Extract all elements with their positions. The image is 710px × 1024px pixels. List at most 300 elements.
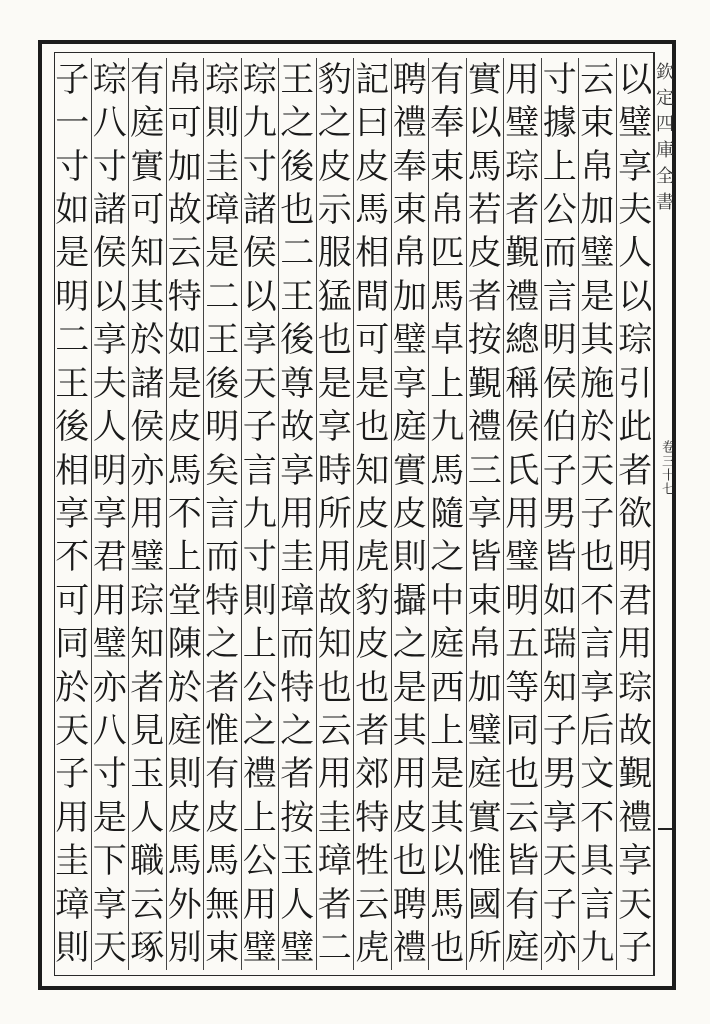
text-char: 加 bbox=[167, 146, 202, 187]
text-char: 欲 bbox=[618, 493, 653, 534]
text-char: 王 bbox=[280, 59, 315, 100]
text-char: 堂 bbox=[167, 580, 202, 621]
text-column bbox=[317, 58, 355, 970]
text-char: 是 bbox=[92, 797, 127, 838]
text-char: 皮 bbox=[392, 493, 427, 534]
text-char: 也 bbox=[280, 189, 315, 230]
text-char: 牲 bbox=[355, 841, 390, 882]
text-char: 后 bbox=[580, 711, 615, 752]
text-char: 用 bbox=[317, 754, 352, 795]
text-char: 用 bbox=[392, 754, 427, 795]
text-char: 君 bbox=[92, 537, 127, 578]
text-char: 上 bbox=[242, 624, 277, 665]
text-char: 等 bbox=[505, 667, 540, 708]
text-char: 之 bbox=[205, 624, 240, 665]
text-char: 相 bbox=[355, 233, 390, 274]
text-char: 馬 bbox=[430, 450, 465, 491]
text-char: 此 bbox=[618, 407, 653, 448]
text-column bbox=[242, 58, 280, 970]
text-char: 見 bbox=[130, 711, 165, 752]
text-char: 束 bbox=[580, 103, 615, 144]
text-char: 享 bbox=[242, 320, 277, 361]
text-char: 之 bbox=[280, 711, 315, 752]
text-char: 者 bbox=[130, 667, 165, 708]
text-char: 是 bbox=[55, 233, 90, 274]
text-char: 八 bbox=[92, 103, 127, 144]
text-char: 其 bbox=[392, 711, 427, 752]
text-char: 氏 bbox=[505, 450, 540, 491]
text-char: 之 bbox=[430, 537, 465, 578]
text-char: 特 bbox=[167, 276, 202, 317]
text-char: 以 bbox=[430, 841, 465, 882]
text-char: 特 bbox=[280, 667, 315, 708]
text-char: 覲 bbox=[618, 754, 653, 795]
text-char: 天 bbox=[542, 841, 577, 882]
text-char: 上 bbox=[242, 797, 277, 838]
text-char: 知 bbox=[355, 450, 390, 491]
text-char: 陳 bbox=[167, 624, 202, 665]
text-char: 琮 bbox=[242, 59, 277, 100]
text-char: 者 bbox=[355, 711, 390, 752]
text-char: 圭 bbox=[205, 146, 240, 187]
text-char: 者 bbox=[505, 189, 540, 230]
text-column bbox=[354, 58, 392, 970]
text-char: 同 bbox=[55, 624, 90, 665]
text-char: 皆 bbox=[505, 841, 540, 882]
text-char: 匹 bbox=[430, 233, 465, 274]
text-char: 故 bbox=[618, 711, 653, 752]
text-char: 公 bbox=[242, 841, 277, 882]
text-char: 以 bbox=[618, 59, 653, 100]
text-char: 服 bbox=[317, 233, 352, 274]
text-char: 者 bbox=[205, 667, 240, 708]
text-column bbox=[129, 58, 167, 970]
text-char: 可 bbox=[55, 580, 90, 621]
text-char: 則 bbox=[392, 537, 427, 578]
text-char: 馬 bbox=[205, 841, 240, 882]
text-char: 享 bbox=[392, 363, 427, 404]
text-char: 寸 bbox=[92, 146, 127, 187]
text-char: 寸 bbox=[242, 146, 277, 187]
text-char: 言 bbox=[580, 624, 615, 665]
text-char: 有 bbox=[130, 59, 165, 100]
text-char: 下 bbox=[92, 841, 127, 882]
text-char: 皮 bbox=[467, 233, 502, 274]
text-char: 二 bbox=[205, 276, 240, 317]
text-char: 天 bbox=[55, 711, 90, 752]
text-char: 璧 bbox=[242, 928, 277, 969]
text-char: 加 bbox=[467, 667, 502, 708]
text-char: 用 bbox=[92, 580, 127, 621]
text-char: 也 bbox=[317, 320, 352, 361]
text-char: 以 bbox=[92, 276, 127, 317]
text-char: 稱 bbox=[505, 363, 540, 404]
text-column bbox=[54, 58, 92, 970]
text-char: 享 bbox=[55, 493, 90, 534]
text-char: 璧 bbox=[505, 103, 540, 144]
text-char: 諸 bbox=[92, 189, 127, 230]
text-char: 知 bbox=[317, 624, 352, 665]
text-char: 以 bbox=[467, 103, 502, 144]
text-char: 皮 bbox=[167, 797, 202, 838]
text-char: 後 bbox=[55, 407, 90, 448]
text-char: 云 bbox=[317, 711, 352, 752]
text-char: 九 bbox=[430, 407, 465, 448]
text-char: 郊 bbox=[355, 754, 390, 795]
text-char: 帛 bbox=[167, 59, 202, 100]
text-char: 於 bbox=[167, 667, 202, 708]
text-char: 引 bbox=[618, 363, 653, 404]
text-char: 帛 bbox=[467, 624, 502, 665]
text-char: 也 bbox=[392, 841, 427, 882]
text-char: 文 bbox=[580, 754, 615, 795]
text-char: 明 bbox=[618, 537, 653, 578]
text-char: 男 bbox=[542, 754, 577, 795]
text-char: 用 bbox=[505, 59, 540, 100]
text-char: 則 bbox=[242, 580, 277, 621]
text-char: 用 bbox=[130, 493, 165, 534]
text-char: 璧 bbox=[130, 537, 165, 578]
text-char: 王 bbox=[205, 320, 240, 361]
text-char: 卓 bbox=[430, 320, 465, 361]
text-char: 虎 bbox=[355, 928, 390, 969]
text-char: 惟 bbox=[205, 711, 240, 752]
text-char: 玉 bbox=[280, 841, 315, 882]
text-char: 言 bbox=[542, 276, 577, 317]
text-char: 覲 bbox=[467, 363, 502, 404]
text-char: 享 bbox=[92, 493, 127, 534]
text-char: 璋 bbox=[280, 580, 315, 621]
text-char: 特 bbox=[205, 580, 240, 621]
text-char: 云 bbox=[130, 884, 165, 925]
text-char: 琮 bbox=[130, 580, 165, 621]
text-char: 公 bbox=[542, 189, 577, 230]
text-char: 用 bbox=[55, 797, 90, 838]
text-char: 職 bbox=[130, 841, 165, 882]
text-column bbox=[204, 58, 242, 970]
text-char: 也 bbox=[430, 928, 465, 969]
text-char: 琮 bbox=[618, 667, 653, 708]
text-column bbox=[504, 58, 542, 970]
text-char: 若 bbox=[467, 189, 502, 230]
text-char: 明 bbox=[205, 407, 240, 448]
text-char: 時 bbox=[317, 450, 352, 491]
text-char: 二 bbox=[317, 928, 352, 969]
text-char: 璧 bbox=[580, 233, 615, 274]
text-char: 五 bbox=[505, 624, 540, 665]
text-char: 間 bbox=[355, 276, 390, 317]
text-char: 故 bbox=[280, 407, 315, 448]
text-char: 其 bbox=[580, 320, 615, 361]
text-char: 一 bbox=[55, 103, 90, 144]
text-char: 馬 bbox=[355, 189, 390, 230]
text-char: 帛 bbox=[392, 233, 427, 274]
text-char: 九 bbox=[580, 928, 615, 969]
text-char: 用 bbox=[242, 884, 277, 925]
text-char: 束 bbox=[392, 189, 427, 230]
text-char: 之 bbox=[392, 624, 427, 665]
text-char: 者 bbox=[317, 884, 352, 925]
text-column bbox=[542, 58, 580, 970]
text-char: 子 bbox=[580, 493, 615, 534]
text-char: 不 bbox=[55, 537, 90, 578]
text-char: 享 bbox=[280, 450, 315, 491]
text-char: 八 bbox=[92, 711, 127, 752]
text-char: 相 bbox=[55, 450, 90, 491]
text-char: 也 bbox=[355, 407, 390, 448]
text-char: 琮 bbox=[618, 320, 653, 361]
text-char: 是 bbox=[430, 754, 465, 795]
text-char: 圭 bbox=[55, 841, 90, 882]
text-char: 庭 bbox=[167, 711, 202, 752]
text-char: 加 bbox=[580, 189, 615, 230]
text-char: 後 bbox=[280, 320, 315, 361]
text-char: 所 bbox=[467, 928, 502, 969]
text-char: 庭 bbox=[392, 407, 427, 448]
text-char: 其 bbox=[430, 797, 465, 838]
text-char: 諸 bbox=[130, 363, 165, 404]
text-char: 言 bbox=[205, 493, 240, 534]
text-char: 皮 bbox=[355, 493, 390, 534]
text-char: 按 bbox=[280, 797, 315, 838]
text-char: 也 bbox=[317, 667, 352, 708]
text-column bbox=[579, 58, 617, 970]
text-char: 示 bbox=[317, 189, 352, 230]
text-char: 是 bbox=[205, 233, 240, 274]
text-char: 璋 bbox=[205, 189, 240, 230]
text-char: 伯 bbox=[542, 407, 577, 448]
text-char: 享 bbox=[467, 493, 502, 534]
text-char: 聘 bbox=[392, 884, 427, 925]
text-char: 寸 bbox=[92, 754, 127, 795]
text-char: 皮 bbox=[317, 146, 352, 187]
text-column bbox=[617, 58, 655, 970]
text-char: 玉 bbox=[130, 754, 165, 795]
text-char: 男 bbox=[542, 493, 577, 534]
text-char: 上 bbox=[167, 537, 202, 578]
text-char: 云 bbox=[580, 59, 615, 100]
text-char: 也 bbox=[580, 537, 615, 578]
text-char: 庭 bbox=[505, 928, 540, 969]
book-title: 欽定四庫全書 bbox=[653, 62, 674, 218]
text-char: 帛 bbox=[430, 189, 465, 230]
text-char: 夫 bbox=[618, 189, 653, 230]
text-char: 具 bbox=[580, 841, 615, 882]
text-char: 亦 bbox=[92, 667, 127, 708]
text-char: 言 bbox=[242, 450, 277, 491]
text-char: 奉 bbox=[392, 146, 427, 187]
text-char: 不 bbox=[167, 493, 202, 534]
text-char: 實 bbox=[130, 146, 165, 187]
text-char: 禮 bbox=[392, 103, 427, 144]
text-char: 禮 bbox=[505, 276, 540, 317]
text-char: 九 bbox=[242, 493, 277, 534]
text-char: 子 bbox=[542, 450, 577, 491]
text-char: 則 bbox=[167, 754, 202, 795]
text-char: 馬 bbox=[430, 276, 465, 317]
text-char: 云 bbox=[355, 884, 390, 925]
text-char: 皆 bbox=[542, 537, 577, 578]
text-char: 不 bbox=[580, 580, 615, 621]
text-char: 於 bbox=[580, 407, 615, 448]
text-char: 特 bbox=[355, 797, 390, 838]
text-char: 則 bbox=[55, 928, 90, 969]
text-char: 琮 bbox=[505, 146, 540, 187]
text-char: 言 bbox=[580, 884, 615, 925]
text-char: 寸 bbox=[542, 59, 577, 100]
text-char: 曰 bbox=[355, 103, 390, 144]
text-char: 是 bbox=[392, 667, 427, 708]
text-char: 君 bbox=[618, 580, 653, 621]
text-char: 如 bbox=[167, 320, 202, 361]
text-char: 馬 bbox=[430, 884, 465, 925]
text-char: 者 bbox=[618, 450, 653, 491]
text-char: 享 bbox=[618, 841, 653, 882]
text-char: 於 bbox=[55, 667, 90, 708]
text-char: 人 bbox=[130, 797, 165, 838]
text-char: 寸 bbox=[242, 537, 277, 578]
text-char: 王 bbox=[55, 363, 90, 404]
text-char: 如 bbox=[542, 580, 577, 621]
text-char: 皮 bbox=[355, 624, 390, 665]
text-char: 有 bbox=[205, 754, 240, 795]
text-char: 國 bbox=[467, 884, 502, 925]
text-char: 聘 bbox=[392, 59, 427, 100]
text-char: 尊 bbox=[280, 363, 315, 404]
text-char: 子 bbox=[242, 407, 277, 448]
text-char: 實 bbox=[467, 59, 502, 100]
text-char: 琮 bbox=[205, 59, 240, 100]
text-char: 皮 bbox=[392, 797, 427, 838]
text-char: 是 bbox=[317, 363, 352, 404]
text-char: 知 bbox=[130, 624, 165, 665]
text-char: 也 bbox=[505, 754, 540, 795]
text-char: 是 bbox=[580, 276, 615, 317]
text-char: 天 bbox=[618, 884, 653, 925]
text-char: 知 bbox=[542, 667, 577, 708]
text-char: 享 bbox=[580, 667, 615, 708]
text-char: 奉 bbox=[430, 103, 465, 144]
juan-number: 卷三十七 bbox=[659, 440, 674, 496]
text-char: 子 bbox=[55, 754, 90, 795]
text-char: 子 bbox=[55, 59, 90, 100]
text-char: 馬 bbox=[467, 146, 502, 187]
text-char: 璋 bbox=[317, 841, 352, 882]
text-char: 用 bbox=[280, 493, 315, 534]
text-char: 而 bbox=[205, 537, 240, 578]
text-char: 據 bbox=[542, 103, 577, 144]
text-char: 其 bbox=[130, 276, 165, 317]
text-column bbox=[279, 58, 317, 970]
text-char: 者 bbox=[467, 276, 502, 317]
text-char: 天 bbox=[580, 450, 615, 491]
text-char: 別 bbox=[167, 928, 202, 969]
text-column bbox=[467, 58, 505, 970]
text-char: 按 bbox=[467, 320, 502, 361]
text-char: 豹 bbox=[317, 59, 352, 100]
text-char: 中 bbox=[430, 580, 465, 621]
text-char: 外 bbox=[167, 884, 202, 925]
text-char: 侯 bbox=[542, 363, 577, 404]
text-char: 無 bbox=[205, 884, 240, 925]
text-char: 故 bbox=[317, 580, 352, 621]
text-char: 夫 bbox=[92, 363, 127, 404]
text-char: 後 bbox=[280, 146, 315, 187]
text-char: 寸 bbox=[55, 146, 90, 187]
text-char: 用 bbox=[505, 493, 540, 534]
text-char: 禮 bbox=[242, 754, 277, 795]
text-char: 馬 bbox=[167, 841, 202, 882]
text-char: 實 bbox=[467, 797, 502, 838]
text-char: 云 bbox=[167, 233, 202, 274]
margin-mark bbox=[658, 828, 672, 830]
text-char: 子 bbox=[618, 928, 653, 969]
text-char: 璧 bbox=[618, 103, 653, 144]
text-char: 禮 bbox=[392, 928, 427, 969]
text-char: 以 bbox=[242, 276, 277, 317]
text-char: 上 bbox=[430, 711, 465, 752]
text-char: 侯 bbox=[242, 233, 277, 274]
text-char: 而 bbox=[542, 233, 577, 274]
text-char: 享 bbox=[92, 884, 127, 925]
text-char: 上 bbox=[542, 146, 577, 187]
text-char: 之 bbox=[280, 103, 315, 144]
text-char: 明 bbox=[542, 320, 577, 361]
text-char: 實 bbox=[392, 450, 427, 491]
text-char: 璧 bbox=[92, 624, 127, 665]
text-column bbox=[167, 58, 205, 970]
text-char: 享 bbox=[542, 797, 577, 838]
text-char: 天 bbox=[92, 928, 127, 969]
text-char: 有 bbox=[430, 59, 465, 100]
text-column bbox=[429, 58, 467, 970]
text-char: 人 bbox=[92, 407, 127, 448]
text-char: 享 bbox=[317, 407, 352, 448]
text-char: 帛 bbox=[580, 146, 615, 187]
text-char: 九 bbox=[242, 103, 277, 144]
text-char: 猛 bbox=[317, 276, 352, 317]
text-char: 禮 bbox=[618, 797, 653, 838]
text-char: 可 bbox=[130, 189, 165, 230]
text-char: 享 bbox=[92, 320, 127, 361]
text-char: 天 bbox=[242, 363, 277, 404]
text-char: 則 bbox=[205, 103, 240, 144]
text-char: 束 bbox=[205, 928, 240, 969]
text-char: 是 bbox=[167, 363, 202, 404]
text-char: 虎 bbox=[355, 537, 390, 578]
text-char: 是 bbox=[355, 363, 390, 404]
text-char: 豹 bbox=[355, 580, 390, 621]
text-char: 惟 bbox=[467, 841, 502, 882]
text-char: 覲 bbox=[505, 233, 540, 274]
text-char: 如 bbox=[55, 189, 90, 230]
text-char: 庭 bbox=[467, 754, 502, 795]
text-char: 可 bbox=[355, 320, 390, 361]
text-char: 琮 bbox=[92, 59, 127, 100]
text-char: 侯 bbox=[130, 407, 165, 448]
text-char: 子 bbox=[542, 884, 577, 925]
text-char: 公 bbox=[242, 667, 277, 708]
text-char: 馬 bbox=[167, 450, 202, 491]
text-column bbox=[92, 58, 130, 970]
text-char: 禮 bbox=[467, 407, 502, 448]
text-char: 施 bbox=[580, 363, 615, 404]
text-char: 故 bbox=[167, 189, 202, 230]
text-char: 皮 bbox=[205, 797, 240, 838]
text-char: 享 bbox=[618, 146, 653, 187]
text-column bbox=[392, 58, 430, 970]
text-char: 以 bbox=[618, 276, 653, 317]
